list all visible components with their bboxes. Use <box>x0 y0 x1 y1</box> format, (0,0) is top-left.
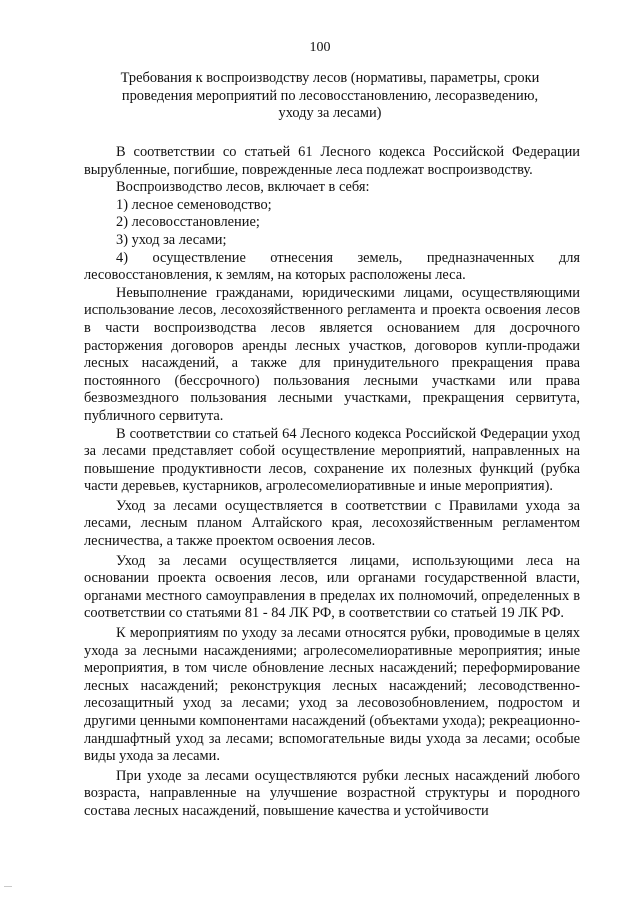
list-item-3: 3) уход за лесами; <box>116 231 227 248</box>
paragraph-care-measures: К мероприятиям по уходу за лесами относятся рубки, проводимые в целях ухода за лесными насаждениями; агролесомелиоративные мероприятия; иные мероприятия, в том числе обновление лесных насаждений; переформирование лесных насаждений; реконструкция лесных насаждений; лесоводственно-лесозащитный уход за лесами; уход за лесовозобновлением, подростом и другими ценными компонентами насаждений (объектами ухода); рекреационно-ландшафтный уход за лесами; вспомогательные виды ухода за лесами; особые виды ухода за лесами. <box>84 625 580 765</box>
list-item-1: 1) лесное семеноводство; <box>116 196 272 213</box>
paragraph-non-compliance: Невыполнение гражданами, юридическими лицами, осуществляющими использование лесов, лесохозяйственного регламента и проекта освоения лесов в части воспроизводства лесов является основанием для досрочного расторжения договоров аренды лесных участков, договоров купли-продажи лесных насаждений, а также для принудительного прекращения права постоянного (бессрочного) пользования лесными участками или права безвозмездного пользования лесными участками, прекращения сервитута, публичного сервитута. <box>84 284 580 424</box>
page-number: 100 <box>309 40 331 55</box>
list-item-2: 2) лесовосстановление; <box>116 214 260 231</box>
paragraph-article-61: В соответствии со статьей 61 Лесного кодекса Российской Федерации вырубленные, погибшие, поврежденные леса подлежат воспроизводству. <box>84 144 580 178</box>
scan-edge-mark <box>4 886 12 887</box>
paragraph-reproduction-includes: Воспроизводство лесов, включает в себя: <box>116 179 370 196</box>
body-text <box>84 144 580 821</box>
paragraph-article-64: В соответствии со статьей 64 Лесного кодекса Российской Федерации уход за лесами представляет собой осуществление мероприятий, направленных на повышение продуктивности лесов, сохранение их полезных функций (рубка части деревьев, кустарников, агролесомелиоративные и иные мероприятия). <box>84 425 580 495</box>
section-title: Требования к воспроизводству лесов (нормативы, параметры, сроки проведения мероприятий по лесовосстановлению, лесоразведению, уходу за лесами) <box>120 70 540 121</box>
paragraph-care-cuttings: При уходе за лесами осуществляются рубки лесных насаждений любого возраста, направленные на улучшение возрастной структуры и породного состава лесных насаждений, повышение качества и устойчивости <box>84 767 580 819</box>
list-item-4: 4) осуществление отнесения земель, предназначенных для лесовосстановления, к землям, на которых расположены леса. <box>84 249 580 284</box>
paragraph-care-persons: Уход за лесами осуществляется лицами, использующими леса на основании проекта освоения лесов, или органами государственной власти, органами местного самоуправления в пределах их полномочий, определенных в соответствии со статьями 81 - 84 ЛК РФ, в соответствии со статьей 19 ЛК РФ. <box>84 552 580 622</box>
paragraph-care-rules: Уход за лесами осуществляется в соответствии с Правилами ухода за лесами, лесным планом Алтайского края, лесохозяйственным регламентом лесничества, а также проектом освоения лесов. <box>84 497 580 550</box>
